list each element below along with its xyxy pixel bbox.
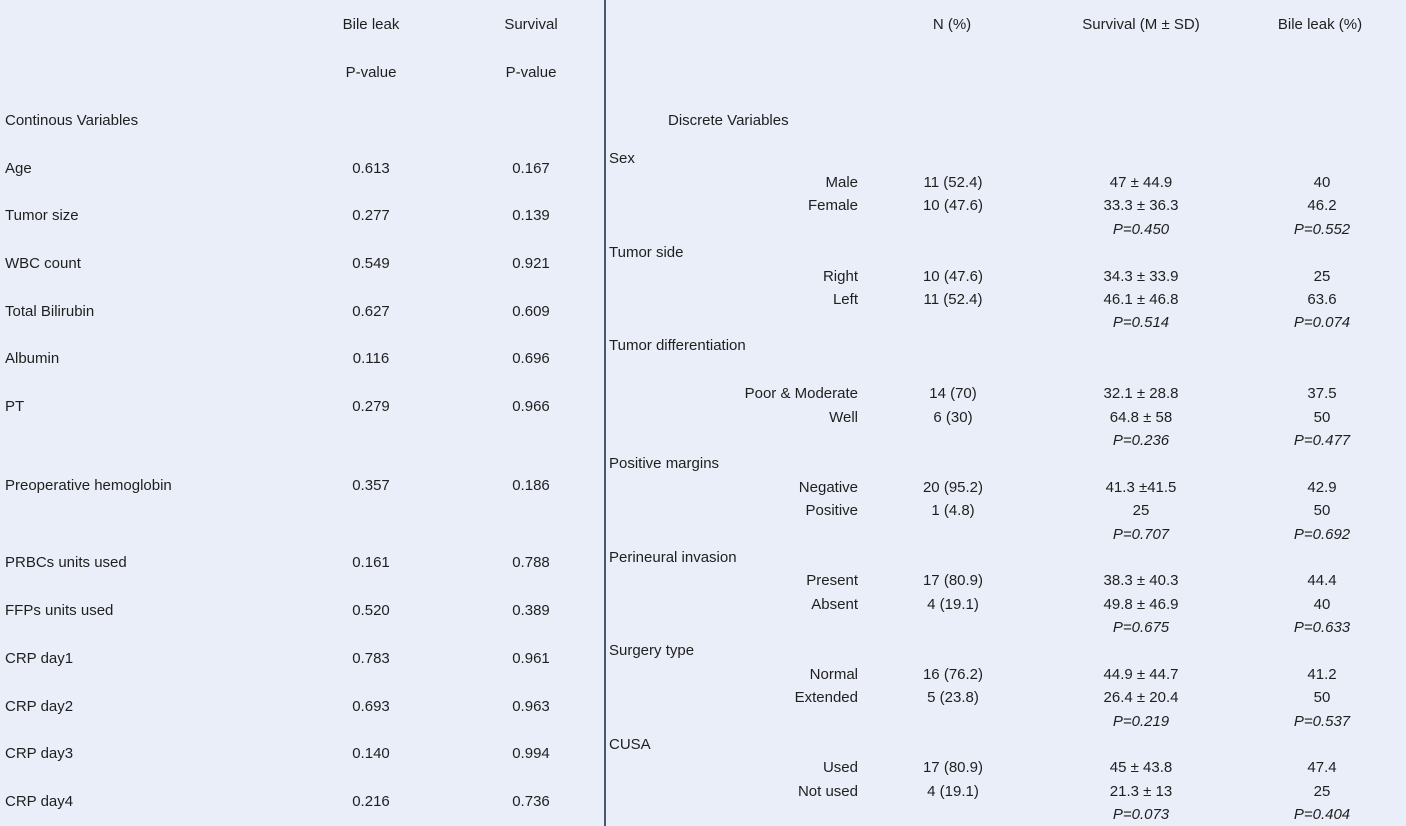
bile-leak-pvalue: 0.357: [352, 477, 390, 494]
row-label: CRP day3: [5, 745, 74, 762]
category-label: Not used: [797, 783, 858, 800]
survival-value: 44.9 ± 44.7: [1103, 666, 1179, 683]
n-value: 10 (47.6): [922, 197, 984, 214]
bile-leak-value: 50: [1313, 689, 1331, 706]
bile-leak-pvalue: 0.520: [352, 602, 390, 619]
continuous-section-label: Continous Variables: [5, 112, 139, 129]
group-title: Tumor differentiation: [609, 337, 746, 354]
survival-p-value: P=0.073: [1112, 806, 1170, 823]
row-label: WBC count: [5, 255, 81, 272]
category-label: Male: [825, 174, 858, 191]
n-value: 1 (4.8): [931, 502, 975, 519]
bile-leak-pvalue: 0.116: [352, 350, 390, 367]
survival-p-value: P=0.707: [1112, 526, 1170, 543]
discrete-section-label: Discrete Variables: [668, 112, 789, 129]
bile-leak-value: 63.6: [1307, 291, 1337, 308]
row-label: CRP day2: [5, 698, 74, 715]
bile-leak-value: 47.4: [1307, 759, 1337, 776]
category-label: Left: [832, 291, 858, 308]
group-title: Surgery type: [609, 642, 695, 659]
category-label: Used: [822, 759, 858, 776]
bile-leak-pvalue: 0.783: [352, 650, 390, 667]
survival-pvalue: 0.389: [512, 602, 550, 619]
header-n-percent: N (%): [932, 16, 972, 33]
bile-leak-p-value: P=0.404: [1293, 806, 1351, 823]
survival-value: 33.3 ± 36.3: [1103, 197, 1179, 214]
survival-p-value: P=0.219: [1112, 713, 1170, 730]
bile-leak-pvalue: 0.161: [352, 554, 390, 571]
bile-leak-value: 37.5: [1307, 385, 1337, 402]
n-value: 6 (30): [933, 409, 973, 426]
category-label: Absent: [811, 596, 858, 613]
bile-leak-value: 50: [1313, 409, 1331, 426]
survival-p-value: P=0.450: [1112, 221, 1170, 238]
survival-p-value: P=0.236: [1112, 432, 1170, 449]
survival-value: 34.3 ± 33.9: [1103, 268, 1179, 285]
bile-leak-pvalue: 0.140: [352, 745, 390, 762]
survival-pvalue: 0.961: [512, 650, 550, 667]
survival-pvalue: 0.966: [512, 398, 550, 415]
row-label: PT: [5, 398, 25, 415]
bile-leak-p-value: P=0.633: [1293, 619, 1351, 636]
n-value: 11 (52.4): [923, 291, 983, 308]
category-label: Present: [806, 572, 858, 589]
group-title: Positive margins: [609, 455, 720, 472]
survival-p-value: P=0.675: [1112, 619, 1170, 636]
category-label: Well: [829, 409, 858, 426]
survival-value: 49.8 ± 46.9: [1103, 596, 1179, 613]
survival-value: 64.8 ± 58: [1109, 409, 1173, 426]
category-label: Female: [807, 197, 858, 214]
category-label: Normal: [809, 666, 858, 683]
survival-pvalue: 0.994: [512, 745, 550, 762]
survival-value: 25: [1132, 502, 1150, 519]
bile-leak-value: 50: [1313, 502, 1331, 519]
bile-leak-pvalue: 0.613: [352, 160, 390, 177]
header-bile-leak: Bile leak: [342, 16, 400, 33]
bile-leak-value: 25: [1313, 268, 1331, 285]
bile-leak-pvalue: 0.549: [352, 255, 390, 272]
n-value: 4 (19.1): [927, 596, 979, 613]
n-value: 5 (23.8): [927, 689, 979, 706]
category-label: Extended: [794, 689, 858, 706]
n-value: 14 (70): [929, 385, 977, 402]
group-title: Tumor side: [609, 244, 684, 261]
header-survival-mean-sd: Survival (M ± SD): [1082, 16, 1200, 33]
survival-value: 26.4 ± 20.4: [1103, 689, 1179, 706]
panel-divider: [604, 0, 606, 826]
survival-pvalue: 0.963: [512, 698, 550, 715]
bile-leak-pvalue: 0.277: [352, 207, 390, 224]
bile-leak-p-value: P=0.552: [1293, 221, 1351, 238]
row-label: PRBCs units used: [5, 554, 127, 571]
bile-leak-value: 42.9: [1307, 479, 1337, 496]
row-label: FFPs units used: [5, 602, 114, 619]
bile-leak-p-value: P=0.692: [1293, 526, 1351, 543]
survival-value: 32.1 ± 28.8: [1103, 385, 1179, 402]
bile-leak-p-value: P=0.074: [1293, 314, 1351, 331]
bile-leak-value: 46.2: [1307, 197, 1337, 214]
survival-pvalue: 0.736: [512, 793, 550, 810]
survival-value: 47 ± 44.9: [1109, 174, 1173, 191]
survival-pvalue: 0.609: [512, 303, 550, 320]
header-bile-leak-pvalue: P-value: [345, 64, 397, 81]
group-title: CUSA: [609, 736, 651, 753]
category-label: Positive: [805, 502, 858, 519]
row-label: CRP day1: [5, 650, 74, 667]
group-title: Perineural invasion: [609, 549, 737, 566]
category-label: Negative: [798, 479, 858, 496]
row-label: Total Bilirubin: [5, 303, 95, 320]
bile-leak-p-value: P=0.477: [1293, 432, 1351, 449]
row-label: CRP day4: [5, 793, 74, 810]
category-label: Poor & Moderate: [744, 385, 858, 402]
bile-leak-value: 40: [1313, 174, 1331, 191]
bile-leak-value: 25: [1313, 783, 1331, 800]
survival-pvalue: 0.788: [512, 554, 550, 571]
survival-value: 45 ± 43.8: [1109, 759, 1173, 776]
survival-value: 41.3 ±41.5: [1105, 479, 1177, 496]
category-label: Right: [822, 268, 858, 285]
survival-value: 21.3 ± 13: [1109, 783, 1173, 800]
survival-value: 38.3 ± 40.3: [1103, 572, 1179, 589]
n-value: 17 (80.9): [922, 572, 984, 589]
survival-pvalue: 0.921: [512, 255, 550, 272]
n-value: 10 (47.6): [922, 268, 984, 285]
survival-pvalue: 0.696: [512, 350, 550, 367]
bile-leak-pvalue: 0.627: [352, 303, 390, 320]
survival-value: 46.1 ± 46.8: [1103, 291, 1179, 308]
n-value: 11 (52.4): [923, 174, 983, 191]
survival-pvalue: 0.139: [512, 207, 550, 224]
bile-leak-p-value: P=0.537: [1293, 713, 1351, 730]
survival-pvalue: 0.186: [512, 477, 550, 494]
header-survival-pvalue: P-value: [505, 64, 557, 81]
n-value: 20 (95.2): [922, 479, 984, 496]
bile-leak-value: 40: [1313, 596, 1331, 613]
header-survival: Survival: [504, 16, 558, 33]
bile-leak-value: 44.4: [1307, 572, 1337, 589]
bile-leak-pvalue: 0.279: [352, 398, 390, 415]
n-value: 4 (19.1): [927, 783, 979, 800]
row-label: Preoperative hemoglobin: [5, 477, 172, 494]
bile-leak-value: 41.2: [1307, 666, 1337, 683]
row-label: Age: [5, 160, 32, 177]
n-value: 17 (80.9): [922, 759, 984, 776]
survival-pvalue: 0.167: [512, 160, 550, 177]
n-value: 16 (76.2): [922, 666, 984, 683]
row-label: Albumin: [5, 350, 60, 367]
bile-leak-pvalue: 0.216: [352, 793, 390, 810]
group-title: Sex: [609, 150, 635, 167]
row-label: Tumor size: [5, 207, 79, 224]
header-bile-leak-percent: Bile leak (%): [1277, 16, 1363, 33]
survival-p-value: P=0.514: [1112, 314, 1170, 331]
bile-leak-pvalue: 0.693: [352, 698, 390, 715]
